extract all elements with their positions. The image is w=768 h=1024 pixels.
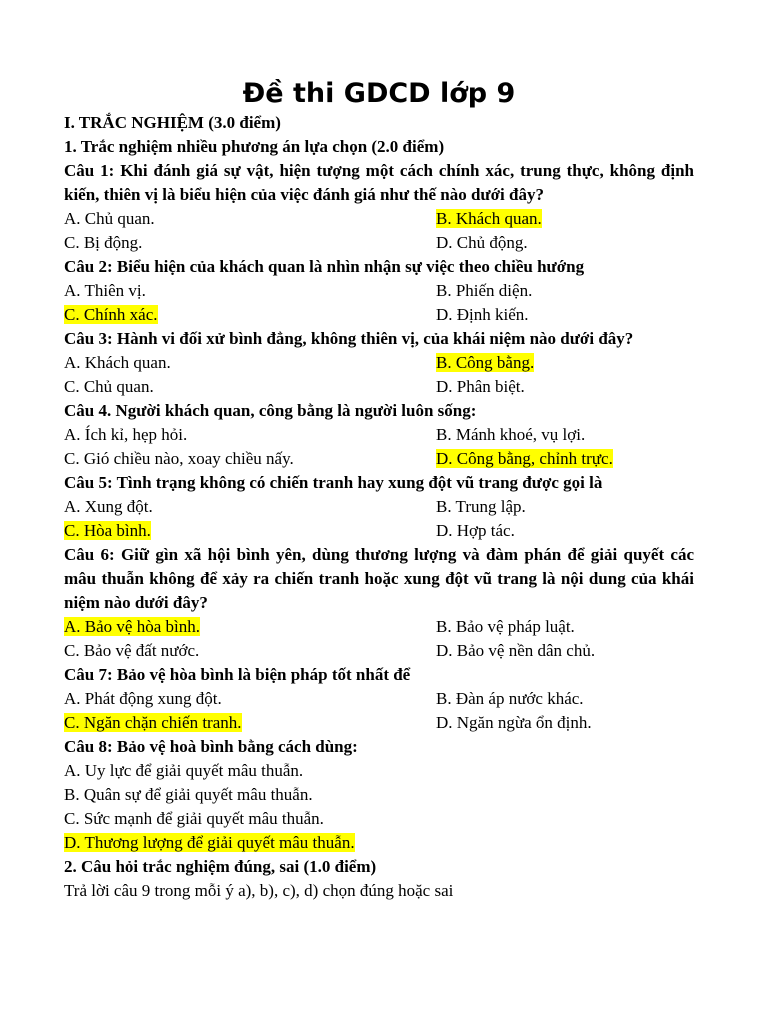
question-text: Câu 3: Hành vi đối xử bình đẳng, không thiên vị, của khái niệm nào dưới đây? (64, 329, 634, 348)
question-text: Câu 5: Tình trạng không có chiến tranh hay xung đột vũ trang được gọi là (64, 473, 603, 492)
option-b: B. Đàn áp nước khác. (436, 689, 584, 708)
option-row (64, 423, 694, 447)
question-1 (64, 159, 694, 255)
option-d: D. Chủ động. (436, 233, 528, 252)
option-a: A. Thiên vị. (64, 281, 146, 300)
option-row (64, 303, 694, 327)
option-row (64, 495, 694, 519)
question-text: Câu 2: Biểu hiện của khách quan là nhìn nhận sự việc theo chiều hướng (64, 257, 585, 276)
option-c: C. Sức mạnh để giải quyết mâu thuẫn. (64, 809, 324, 828)
part-heading: 1. Trắc nghiệm nhiều phương án lựa chọn (2.0 điểm) (64, 137, 445, 156)
option-d-correct: D. Công bằng, chỉnh trực. (436, 449, 613, 468)
option-row (64, 207, 694, 231)
option-b: B. Phiến diện. (436, 281, 533, 300)
option-a: A. Uy lực để giải quyết mâu thuẫn. (64, 761, 304, 780)
exam-content (64, 111, 694, 903)
option-b: B. Mánh khoé, vụ lợi. (436, 425, 586, 444)
option-c-correct: C. Ngăn chặn chiến tranh. (64, 713, 242, 732)
question-text: Câu 7: Bảo vệ hòa bình là biện pháp tốt nhất để (64, 665, 411, 684)
option-c: C. Gió chiều nào, xoay chiều nấy. (64, 449, 294, 468)
option-row (64, 687, 694, 711)
option-d: D. Hợp tác. (436, 521, 515, 540)
question-text: Câu 8: Bảo vệ hoà bình bằng cách dùng: (64, 737, 358, 756)
question-text: Câu 4. Người khách quan, công bằng là người luôn sống: (64, 401, 477, 420)
section-heading: I. TRẮC NGHIỆM (3.0 điểm) (64, 113, 281, 132)
question-text: Câu 6: Giữ gìn xã hội bình yên, dùng thương lượng và đàm phán để giải quyết các mâu thuẫn không để xảy ra chiến tranh hoặc xung đột vũ trang là nội dung của khái niệm nào dưới đây? (64, 545, 694, 612)
option-row (64, 711, 694, 735)
option-row (64, 447, 694, 471)
option-a: A. Chủ quan. (64, 209, 155, 228)
part-2-instruction: Trả lời câu 9 trong mỗi ý a), b), c), d) chọn đúng hoặc sai (64, 881, 454, 900)
option-row (64, 231, 694, 255)
question-2 (64, 255, 694, 327)
option-b-correct: B. Công bằng. (436, 353, 535, 372)
option-c: C. Bị động. (64, 233, 143, 252)
option-d-correct: D. Thương lượng để giải quyết mâu thuẫn. (64, 833, 355, 852)
question-7 (64, 663, 694, 735)
question-5 (64, 471, 694, 543)
option-c-correct: C. Hòa bình. (64, 521, 151, 540)
option-b-correct: B. Khách quan. (436, 209, 542, 228)
option-a: A. Khách quan. (64, 353, 171, 372)
option-d: D. Định kiến. (436, 305, 529, 324)
option-d: D. Ngăn ngừa ổn định. (436, 713, 592, 732)
option-c-correct: C. Chính xác. (64, 305, 158, 324)
option-b: B. Trung lập. (436, 497, 526, 516)
option-row (64, 639, 694, 663)
option-row (64, 519, 694, 543)
option-c: C. Bảo vệ đất nước. (64, 641, 200, 660)
question-4 (64, 399, 694, 471)
document-title: Đề thi GDCD lớp 9 (242, 78, 516, 109)
option-row (64, 615, 694, 639)
question-8 (64, 735, 694, 855)
option-a: A. Phát động xung đột. (64, 689, 222, 708)
option-b: B. Quân sự để giải quyết mâu thuẫn. (64, 785, 313, 804)
option-row (64, 375, 694, 399)
option-a-correct: A. Bảo vệ hòa bình. (64, 617, 200, 636)
option-d: D. Bảo vệ nền dân chủ. (436, 641, 596, 660)
option-a: A. Ích kỉ, hẹp hỏi. (64, 425, 188, 444)
question-text: Câu 1: Khi đánh giá sự vật, hiện tượng một cách chính xác, trung thực, không định kiến, thiên vị là biểu hiện của việc đánh giá như thế nào dưới đây? (64, 161, 694, 204)
option-b: B. Bảo vệ pháp luật. (436, 617, 575, 636)
option-d: D. Phân biệt. (436, 377, 525, 396)
option-row (64, 351, 694, 375)
option-a: A. Xung đột. (64, 497, 153, 516)
part-2-heading: 2. Câu hỏi trắc nghiệm đúng, sai (1.0 điểm) (64, 857, 377, 876)
option-c: C. Chủ quan. (64, 377, 154, 396)
question-3 (64, 327, 694, 399)
question-6 (64, 543, 694, 663)
option-row (64, 279, 694, 303)
